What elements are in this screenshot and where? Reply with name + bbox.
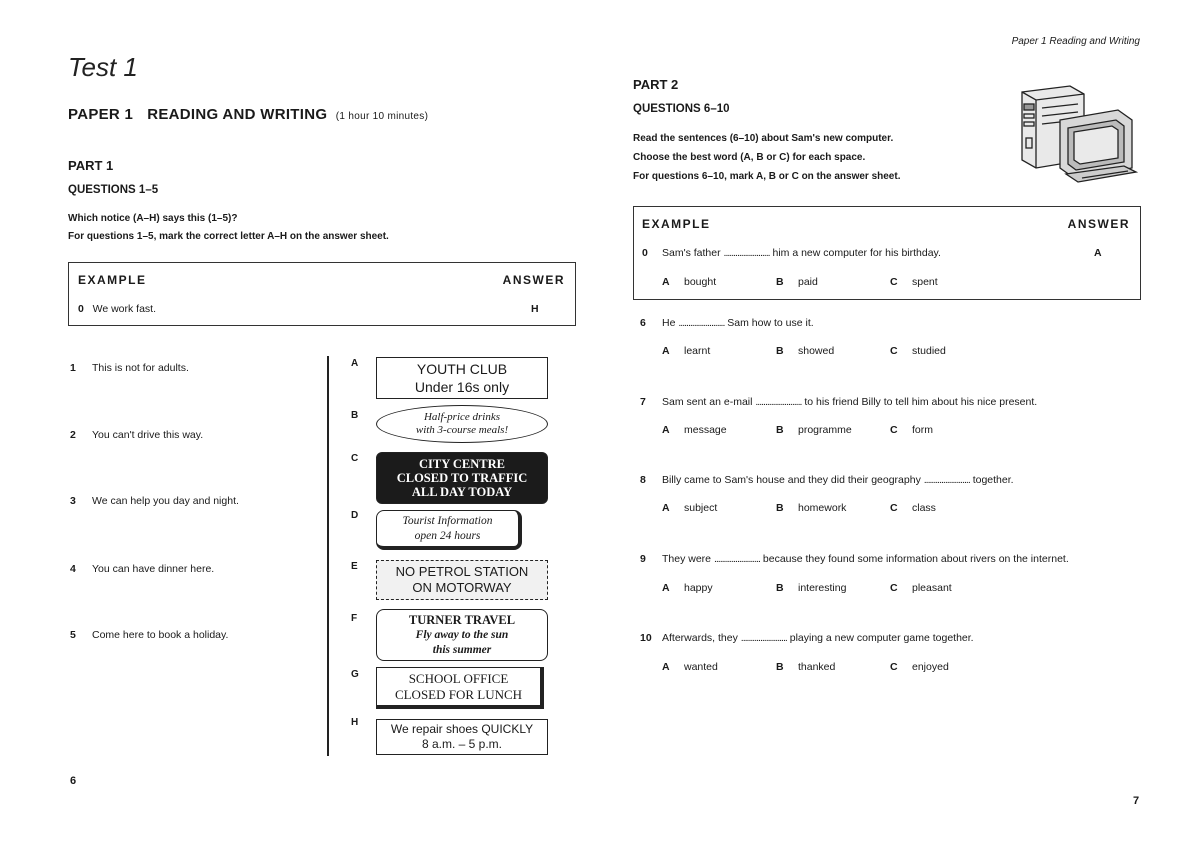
- question-number: 6: [640, 317, 646, 329]
- notice-tourist-information: [376, 510, 522, 550]
- instruction-line: For questions 6–10, mark A, B or C on the answer sheet.: [633, 171, 901, 182]
- page-number-left: 6: [70, 775, 77, 787]
- question-row: [640, 632, 974, 644]
- question-row: [640, 553, 1069, 565]
- question-text: You can't drive this way.: [92, 429, 204, 441]
- running-head: Paper 1 Reading and Writing: [1011, 36, 1140, 47]
- example-label: EXAMPLE: [78, 273, 147, 287]
- option-letter: C: [890, 502, 898, 514]
- notice-line: Tourist Information: [402, 514, 493, 527]
- option-letter: A: [662, 502, 670, 514]
- question-number: 5: [70, 629, 76, 641]
- page-number-right: 7: [1133, 795, 1140, 807]
- notice-line: with 3-course meals!: [415, 424, 509, 436]
- question-text: This is not for adults.: [92, 362, 189, 374]
- question-before: He: [662, 317, 676, 329]
- option-text: enjoyed: [912, 661, 949, 673]
- option-text: thanked: [798, 661, 836, 673]
- notice-letter: G: [351, 669, 359, 680]
- answer-options: [662, 345, 946, 357]
- question-blank: ........................: [678, 317, 725, 329]
- notice-shoe-repair: [376, 719, 548, 755]
- option-letter: B: [776, 345, 784, 357]
- notice-letter: C: [351, 453, 359, 464]
- notice-letter: E: [351, 561, 358, 572]
- example-box: [68, 262, 576, 326]
- option-letter: C: [890, 345, 898, 357]
- notice-letter: A: [351, 358, 359, 369]
- question-text: You can have dinner here.: [92, 563, 215, 575]
- notice-line: We repair shoes QUICKLY: [390, 722, 534, 736]
- instruction-line: Choose the best word (A, B or C) for each space.: [633, 152, 866, 163]
- answer-options: [662, 502, 936, 514]
- question-number: 9: [640, 553, 646, 565]
- paper-subject: READING AND WRITING: [147, 106, 328, 123]
- option-text: form: [912, 424, 933, 436]
- example-question: [642, 247, 941, 259]
- test-title: Test 1: [68, 52, 138, 82]
- answer-options: [662, 424, 933, 436]
- question-before: Billy came to Sam's house and they did their geography: [662, 474, 921, 486]
- example-answer: H: [531, 303, 539, 315]
- option-text: wanted: [684, 661, 718, 673]
- paper-heading: [68, 106, 428, 123]
- option-text: bought: [684, 276, 717, 288]
- question-text: We can help you day and night.: [92, 495, 239, 507]
- answer-options: [662, 661, 949, 673]
- example-before: Sam's father: [662, 247, 721, 259]
- question-row: [70, 563, 214, 575]
- questions-heading: QUESTIONS 6–10: [633, 103, 730, 115]
- notice-city-centre: [376, 452, 548, 504]
- question-blank: ........................: [713, 553, 760, 565]
- option-text: programme: [798, 424, 852, 436]
- notice-line: open 24 hours: [414, 529, 481, 542]
- option-text: spent: [912, 276, 938, 288]
- option-letter: A: [662, 276, 670, 288]
- instructions: [68, 210, 389, 246]
- question-before: Afterwards, they: [662, 632, 738, 644]
- notice-letter: H: [351, 717, 359, 728]
- option-letter: C: [890, 661, 898, 673]
- question-number: 10: [640, 632, 652, 644]
- question-row: [70, 362, 189, 374]
- question-blank: ........................: [923, 474, 970, 486]
- example-text: We work fast.: [92, 303, 157, 315]
- option-text: class: [912, 502, 936, 514]
- option-letter: B: [776, 582, 784, 594]
- notice-line: ALL DAY TODAY: [411, 485, 513, 499]
- notice-line: CLOSED FOR LUNCH: [394, 686, 523, 702]
- question-blank: ........................: [740, 632, 787, 644]
- notice-half-price-drinks: [376, 405, 548, 443]
- notice-line: this summer: [432, 643, 492, 656]
- notice-school-office: [376, 667, 544, 709]
- notice-youth-club: [376, 357, 548, 399]
- question-after: because they found some information about rivers on the internet.: [762, 553, 1069, 565]
- part-heading: PART 1: [68, 158, 114, 173]
- option-text: happy: [684, 582, 713, 594]
- notice-letter: D: [351, 510, 359, 521]
- question-blank: ........................: [755, 396, 802, 408]
- option-text: studied: [912, 345, 946, 357]
- option-text: pleasant: [912, 582, 952, 594]
- instruction-line: For questions 1–5, mark the correct letter A–H on the answer sheet.: [68, 231, 389, 242]
- example-number: 0: [78, 303, 84, 315]
- option-letter: A: [662, 345, 670, 357]
- question-number: 8: [640, 474, 646, 486]
- notice-line: 8 a.m. – 5 p.m.: [421, 737, 503, 751]
- question-after: playing a new computer game together.: [789, 632, 974, 644]
- notice-line: TURNER TRAVEL: [408, 612, 516, 627]
- notice-line: ON MOTORWAY: [412, 580, 512, 595]
- notice-line: CITY CENTRE: [418, 457, 505, 471]
- option-text: subject: [684, 502, 718, 514]
- question-row: [70, 495, 239, 507]
- option-text: showed: [798, 345, 835, 357]
- notice-letter: B: [351, 410, 359, 421]
- question-row: [640, 317, 814, 329]
- option-text: learnt: [684, 345, 711, 357]
- notice-turner-travel: [376, 609, 548, 661]
- question-row: [70, 629, 228, 641]
- paper-number: PAPER 1: [68, 106, 134, 123]
- option-letter: A: [662, 424, 670, 436]
- example-answer: A: [1094, 247, 1102, 259]
- instructions: [633, 129, 900, 186]
- example-label: EXAMPLE: [642, 217, 711, 231]
- computer-illustration: [1012, 80, 1138, 186]
- option-letter: A: [662, 661, 670, 673]
- answer-label: ANSWER: [502, 273, 565, 287]
- example-after: him a new computer for his birthday.: [772, 247, 941, 259]
- question-after: Sam how to use it.: [727, 317, 814, 329]
- questions-heading: QUESTIONS 1–5: [68, 184, 159, 196]
- question-before: They were: [662, 553, 712, 565]
- question-number: 4: [70, 563, 76, 575]
- option-letter: C: [890, 582, 898, 594]
- notice-line: CLOSED TO TRAFFIC: [396, 471, 528, 485]
- answer-label: ANSWER: [1067, 217, 1130, 231]
- option-letter: B: [776, 276, 784, 288]
- example-box: [633, 206, 1141, 300]
- option-letter: B: [776, 424, 784, 436]
- notice-line: Under 16s only: [414, 379, 510, 395]
- notice-line: SCHOOL OFFICE: [408, 670, 509, 686]
- option-letter: A: [662, 582, 670, 594]
- question-number: 3: [70, 495, 76, 507]
- example-number: 0: [642, 247, 648, 259]
- question-text: Come here to book a holiday.: [92, 629, 229, 641]
- notice-line: YOUTH CLUB: [416, 361, 508, 377]
- notice-line: Fly away to the sun: [415, 628, 509, 641]
- question-after: to his friend Billy to tell him about his nice present.: [804, 396, 1038, 408]
- question-number: 1: [70, 362, 76, 374]
- notice-letter: F: [351, 613, 358, 624]
- paper-duration: (1 hour 10 minutes): [335, 111, 429, 122]
- notice-line: Half-price drinks: [423, 411, 501, 423]
- notice-no-petrol-station: [376, 560, 548, 600]
- question-after: together.: [972, 474, 1014, 486]
- question-number: 2: [70, 429, 76, 441]
- instruction-line: Which notice (A–H) says this (1–5)?: [68, 213, 238, 224]
- notice-divider: [327, 356, 329, 756]
- option-text: interesting: [798, 582, 847, 594]
- question-row: [640, 396, 1037, 408]
- option-letter: C: [890, 276, 898, 288]
- option-letter: C: [890, 424, 898, 436]
- option-letter: B: [776, 502, 784, 514]
- example-question: [78, 303, 156, 315]
- option-letter: B: [776, 661, 784, 673]
- part-heading: PART 2: [633, 77, 679, 92]
- question-number: 7: [640, 396, 646, 408]
- option-text: homework: [798, 502, 847, 514]
- question-row: [640, 474, 1014, 486]
- notice-line: NO PETROL STATION: [395, 564, 529, 579]
- option-text: message: [684, 424, 727, 436]
- question-before: Sam sent an e-mail: [662, 396, 753, 408]
- option-text: paid: [798, 276, 818, 288]
- example-blank: ........................: [723, 247, 770, 259]
- answer-options: [662, 582, 952, 594]
- question-row: [70, 429, 203, 441]
- example-options: [662, 276, 938, 288]
- instruction-line: Read the sentences (6–10) about Sam's new computer.: [633, 133, 894, 144]
